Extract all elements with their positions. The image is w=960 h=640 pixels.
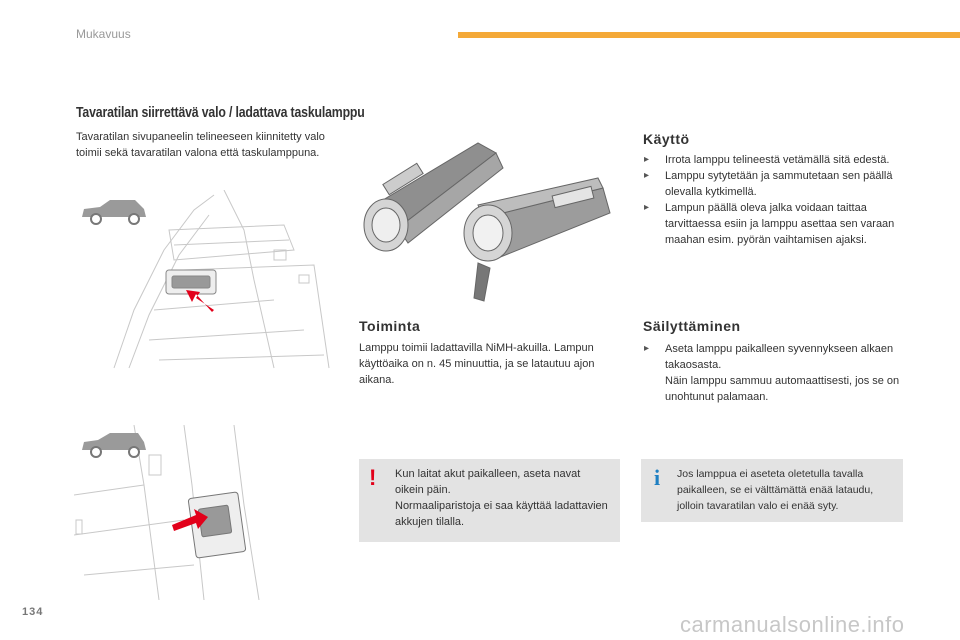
sailyttaminen-list bbox=[643, 341, 903, 405]
exclamation-icon: ! bbox=[369, 465, 377, 490]
bullet-icon: ▸ bbox=[644, 343, 650, 354]
list-item: ▸ Lamppu sytytetään ja sammutetaan sen päällä olevalla kytkimellä. bbox=[644, 170, 893, 198]
bullet-icon: ▸ bbox=[644, 170, 650, 181]
info-icon: i bbox=[654, 465, 661, 490]
car-icon-top bbox=[80, 197, 150, 227]
list-item: ▸ Irrota lamppu telineestä vetämällä sitä edestä. bbox=[644, 154, 890, 166]
warning-text: Kun laitat akut paikalleen, aseta navat oikein päin. Normaaliparistoja ei saa käyttää ladattavien akkujen tilalla. bbox=[395, 468, 608, 528]
bullet-icon: ▸ bbox=[644, 202, 650, 213]
list-item: Näin lamppu sammuu automaattisesti, jos se on unohtunut palamaan. bbox=[665, 375, 900, 403]
page-title: Tavaratilan siirrettävä valo / ladattava taskulamppu bbox=[76, 104, 365, 121]
accent-bar bbox=[458, 32, 960, 38]
intro-text: Tavaratilan sivupaneelin telineeseen kiinnitetty valo toimii sekä tavaratilan valona että taskulamppuna. bbox=[76, 131, 325, 159]
kaytto-list bbox=[643, 152, 903, 248]
watermark: carmanualsonline.info bbox=[680, 612, 905, 637]
page-number: 134 bbox=[22, 606, 44, 618]
info-text: Jos lamppua ei aseteta oletetulla tavalla paikalleen, se ei välttämättä enää lataudu, jolloin tavaratilan valo ei enää syty. bbox=[677, 468, 874, 512]
info-box bbox=[641, 459, 903, 522]
section-label: Mukavuus bbox=[76, 27, 131, 41]
bullet-icon: ▸ bbox=[644, 154, 650, 165]
list-item: ▸ Aseta lamppu paikalleen syvennykseen alkaen takaosasta. bbox=[644, 343, 894, 371]
car-icon-bottom bbox=[80, 430, 150, 460]
list-item: ▸ Lampun päällä oleva jalka voidaan taittaa tarvittaessa esiin ja lamppu asettaa sen varaan maahan esim. pyörän vaihtamisen ajaksi. bbox=[644, 202, 895, 246]
sailyttaminen-heading: Säilyttäminen bbox=[643, 318, 741, 334]
warning-box bbox=[359, 459, 620, 542]
kaytto-heading: Käyttö bbox=[643, 131, 690, 147]
lamp-illustration bbox=[358, 133, 618, 305]
toiminta-heading: Toiminta bbox=[359, 318, 421, 334]
toiminta-text: Lamppu toimii ladattavilla NiMH-akuilla. Lampun käyttöaika on n. 45 minuuttia, ja se latautuu ajon aikana. bbox=[359, 342, 595, 386]
